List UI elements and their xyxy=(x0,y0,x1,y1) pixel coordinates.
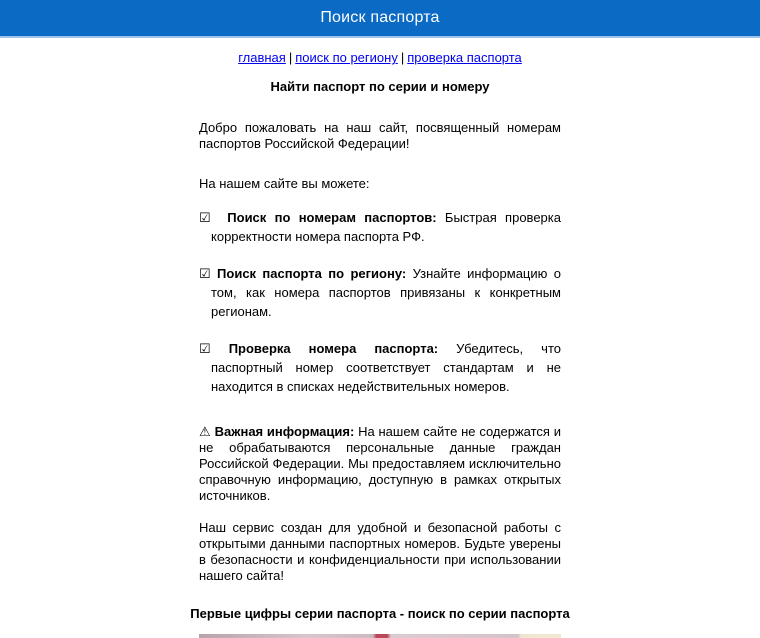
feature-item xyxy=(199,208,561,246)
warning-title: Важная информация: xyxy=(214,424,355,439)
warning-paragraph xyxy=(199,424,561,504)
features-heading: На нашем сайте вы можете: xyxy=(199,176,370,191)
section-title: Первые цифры серии паспорта - поиск по серии паспорта xyxy=(190,606,570,621)
nav-separator: | xyxy=(400,50,405,65)
feature-title: Поиск паспорта по региону: xyxy=(217,266,407,281)
main-content xyxy=(199,120,561,584)
page-subtitle: Найти паспорт по серии и номеру xyxy=(270,79,490,94)
feature-text: Быстрая проверка корректности номера паспорта РФ. xyxy=(211,210,561,244)
passport-image xyxy=(199,634,561,638)
nav-link-home[interactable]: главная xyxy=(238,50,286,65)
feature-text: Узнайте информацию о том, как номера паспортов привязаны к конкретным регионам. xyxy=(211,266,561,319)
top-nav xyxy=(0,50,760,65)
feature-text: Убедитесь, что паспортный номер соответствует стандартам и не находится в списках недействительных номеров. xyxy=(211,341,561,394)
site-header xyxy=(0,0,760,38)
nav-link-passport-check[interactable]: проверка паспорта xyxy=(407,50,522,65)
checkbox-icon: ☑ xyxy=(199,341,211,356)
checkbox-icon: ☑ xyxy=(199,266,211,281)
warning-icon: ⚠ xyxy=(199,424,211,439)
intro-paragraph: Добро пожаловать на наш сайт, посвященный номерам паспортов Российской Федерации! xyxy=(199,120,561,151)
nav-separator: | xyxy=(288,50,293,65)
feature-item xyxy=(199,264,561,321)
checkbox-icon: ☑ xyxy=(199,210,211,225)
feature-title: Проверка номера паспорта: xyxy=(228,341,439,356)
service-paragraph: Наш сервис создан для удобной и безопасной работы с открытыми данными паспортных номеров. Будьте уверены в безопасности и конфиденциальности при использовании нашего сайта! xyxy=(199,520,561,583)
warning-text: На нашем сайте не содержатся и не обрабатываются персональные данные граждан Российской Федерации. Мы предоставляем исключительно справочную информацию, доступную в рамках открытых источников. xyxy=(199,424,561,503)
feature-title: Поиск по номерам паспортов: xyxy=(227,210,437,225)
feature-item xyxy=(199,339,561,396)
nav-link-region-search[interactable]: поиск по региону xyxy=(295,50,398,65)
site-title: Поиск паспорта xyxy=(320,9,440,26)
